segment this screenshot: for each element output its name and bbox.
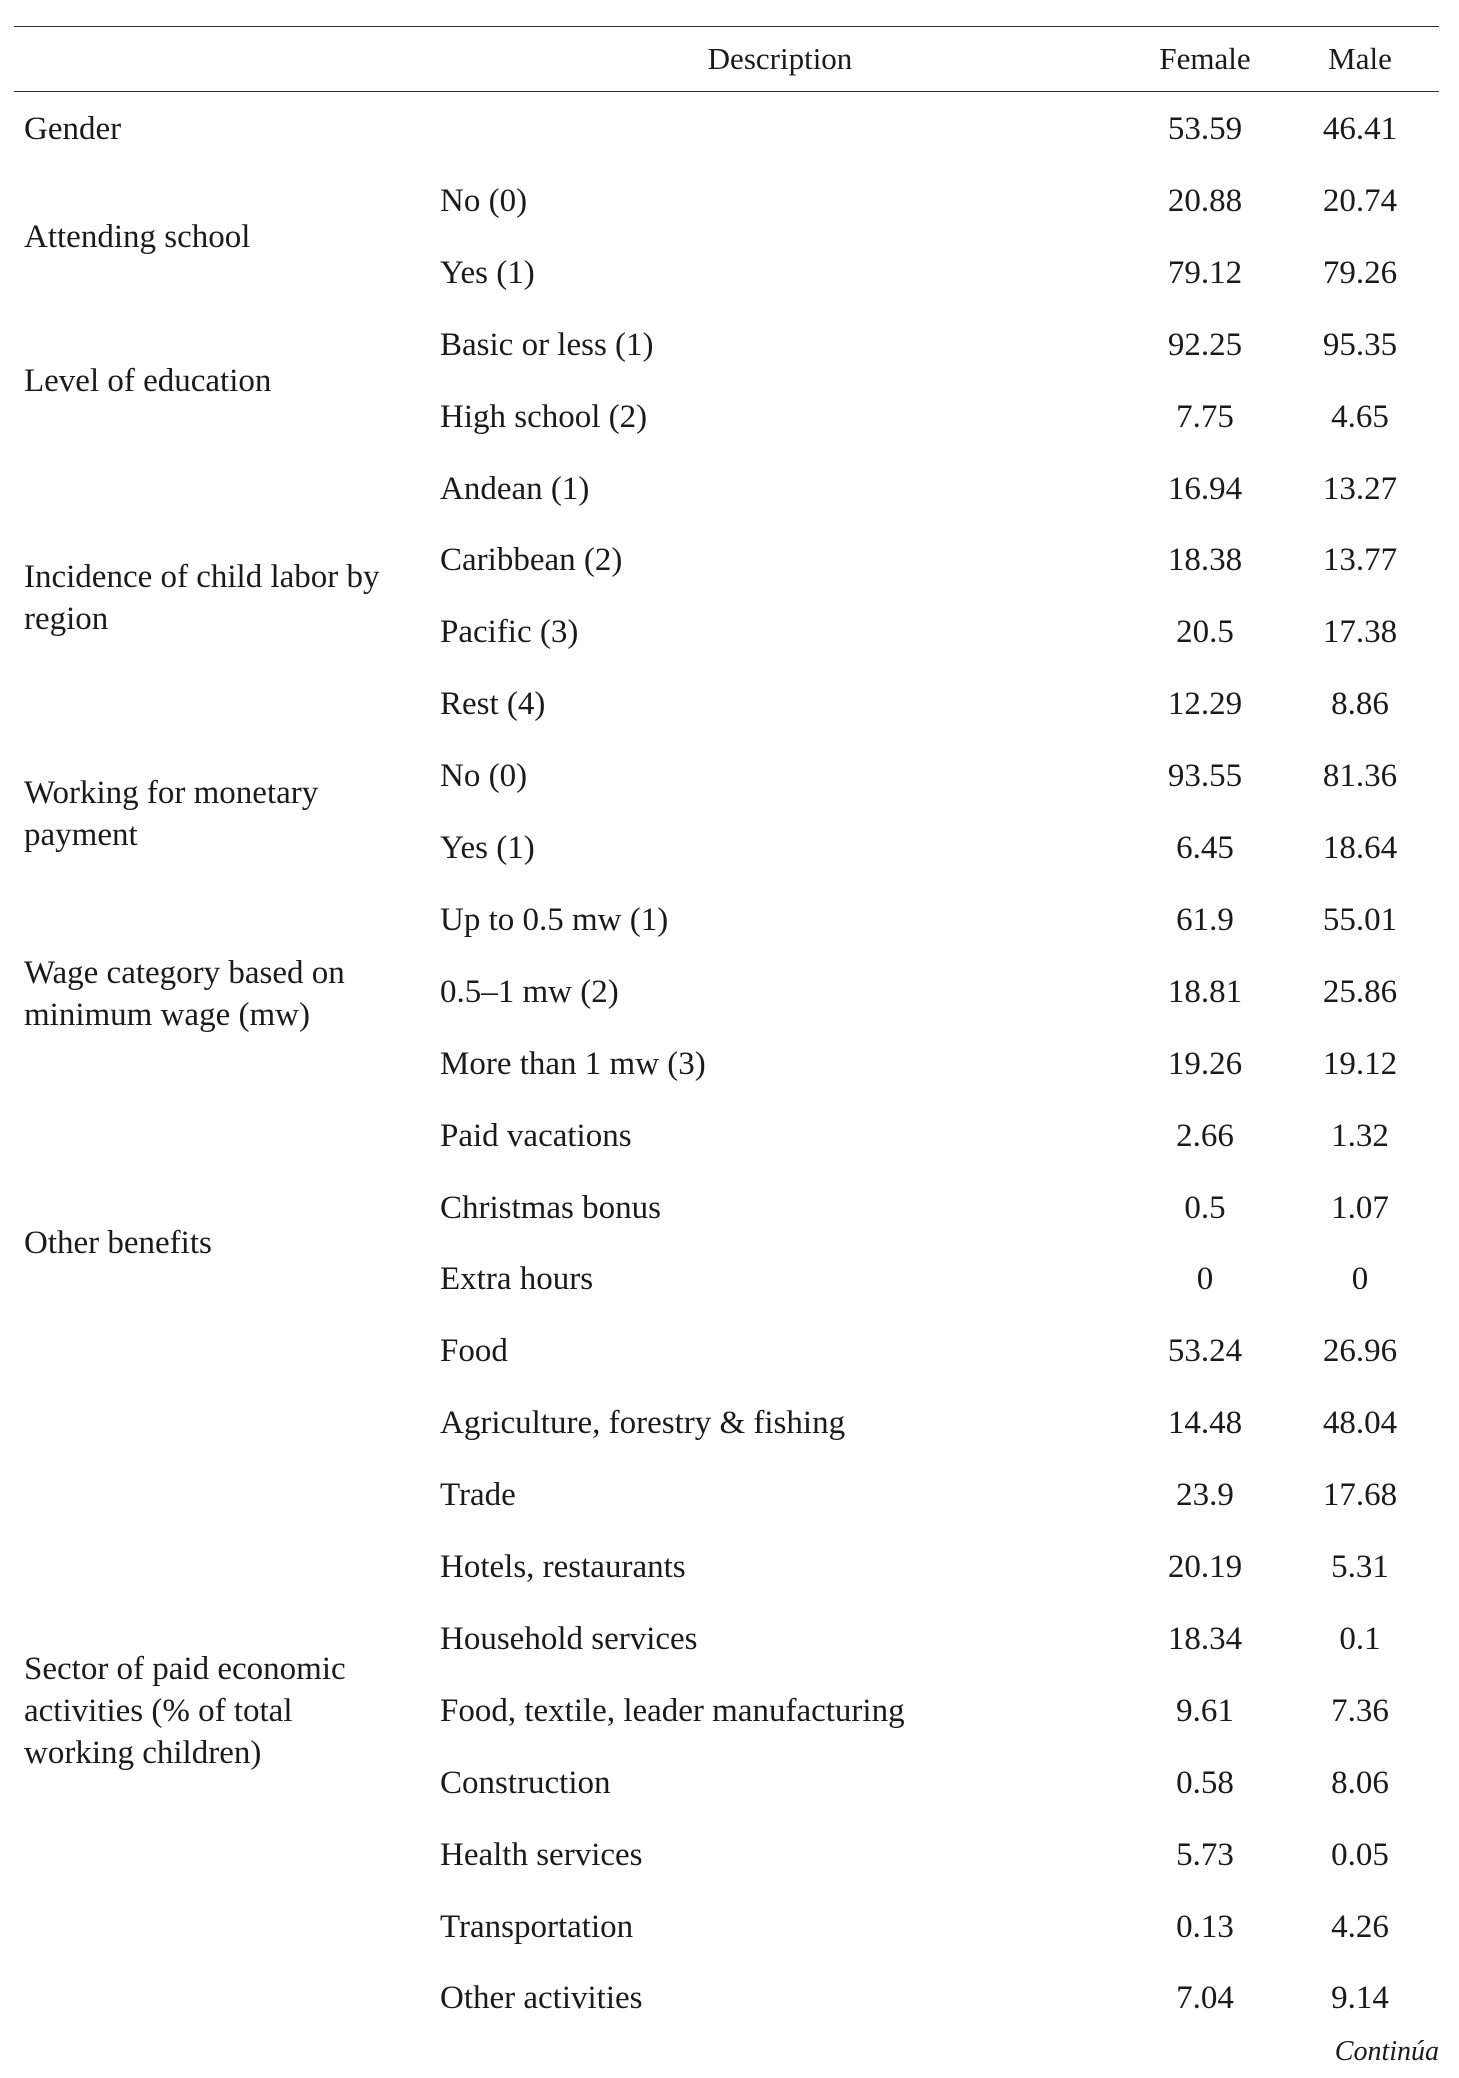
table-top-rule — [14, 26, 1439, 27]
row-male-value: 1.32 — [1331, 1118, 1389, 1154]
row-male-value: 81.36 — [1322, 758, 1398, 794]
row-female-value: 5.73 — [1176, 1837, 1234, 1873]
row-female-value: 0.13 — [1176, 1909, 1234, 1945]
row-male-value: 17.68 — [1322, 1477, 1398, 1513]
row-female-value: 18.38 — [1167, 542, 1243, 578]
row-female-value: 0 — [1196, 1261, 1214, 1297]
row-female-value: 92.25 — [1167, 327, 1243, 363]
row-male-value: 1.07 — [1331, 1190, 1389, 1226]
category-sector: Sector of paid economic activities (% of total working children) — [24, 1651, 346, 1771]
row-male-value: 0 — [1351, 1261, 1369, 1297]
row-male-value: 46.41 — [1322, 111, 1398, 147]
row-female-value: 18.81 — [1167, 974, 1243, 1010]
header-female: Female — [1159, 41, 1251, 76]
row-male-value: 25.86 — [1322, 974, 1398, 1010]
row-description: Construction — [440, 1765, 611, 1801]
row-male-value: 8.86 — [1331, 686, 1389, 722]
row-male-value: 9.14 — [1331, 1980, 1389, 2016]
row-female-value: 14.48 — [1167, 1405, 1243, 1441]
row-male-value: 0.1 — [1339, 1621, 1381, 1657]
row-description: Pacific (3) — [440, 614, 579, 650]
row-description: 0.5–1 mw (2) — [440, 974, 619, 1010]
row-female-value: 0.5 — [1184, 1190, 1226, 1226]
row-female-value: 93.55 — [1167, 758, 1243, 794]
row-female-value: 18.34 — [1167, 1621, 1243, 1657]
row-description: Caribbean (2) — [440, 542, 623, 578]
category-monetary-payment: Working for monetary payment — [24, 775, 319, 853]
row-description: Agriculture, forestry & fishing — [440, 1405, 846, 1441]
category-wage-category: Wage category based on minimum wage (mw) — [24, 955, 345, 1033]
row-description: Household services — [440, 1621, 698, 1657]
row-description: No (0) — [440, 183, 528, 219]
row-female-value: 20.19 — [1167, 1549, 1243, 1585]
row-female-value: 61.9 — [1176, 902, 1234, 938]
row-male-value: 4.26 — [1331, 1909, 1389, 1945]
table-header-rule — [14, 91, 1439, 92]
row-male-value: 95.35 — [1322, 327, 1398, 363]
row-female-value: 2.66 — [1176, 1118, 1234, 1154]
category-child-labor-region: Incidence of child labor by region — [24, 559, 380, 637]
row-female-value: 7.04 — [1176, 1980, 1234, 2016]
row-description: Rest (4) — [440, 686, 546, 722]
row-description: Christmas bonus — [440, 1190, 661, 1226]
category-attending-school: Attending school — [24, 219, 251, 255]
row-male-value: 4.65 — [1331, 399, 1389, 435]
row-male-value: 19.12 — [1322, 1046, 1398, 1082]
row-description: Hotels, restaurants — [440, 1549, 686, 1585]
row-female-value: 20.5 — [1176, 614, 1234, 650]
row-male-value: 8.06 — [1331, 1765, 1389, 1801]
row-description: High school (2) — [440, 399, 648, 435]
row-female-value: 12.29 — [1167, 686, 1243, 722]
row-male-value: 13.77 — [1322, 542, 1398, 578]
row-male-value: 26.96 — [1322, 1333, 1398, 1369]
row-female-value: 20.88 — [1167, 183, 1243, 219]
row-description: Up to 0.5 mw (1) — [440, 902, 669, 938]
header-description: Description — [707, 41, 853, 76]
row-description: Yes (1) — [440, 255, 535, 291]
row-description: Yes (1) — [440, 830, 535, 866]
category-gender: Gender — [24, 111, 122, 147]
row-description: Health services — [440, 1837, 643, 1873]
category-level-of-education: Level of education — [24, 363, 272, 399]
row-female-value: 16.94 — [1167, 471, 1243, 507]
row-male-value: 18.64 — [1322, 830, 1398, 866]
row-female-value: 6.45 — [1176, 830, 1234, 866]
row-description: Extra hours — [440, 1261, 594, 1297]
row-description: Other activities — [440, 1980, 643, 2016]
row-description: Transportation — [440, 1909, 634, 1945]
row-female-value: 79.12 — [1167, 255, 1243, 291]
row-female-value: 53.24 — [1167, 1333, 1243, 1369]
row-description: No (0) — [440, 758, 528, 794]
row-female-value: 19.26 — [1167, 1046, 1243, 1082]
row-description: Andean (1) — [440, 471, 590, 507]
header-male: Male — [1328, 41, 1392, 76]
row-description: Paid vacations — [440, 1118, 632, 1154]
row-description: Food, textile, leader manufacturing — [440, 1693, 905, 1729]
row-description: More than 1 mw (3) — [440, 1046, 706, 1082]
row-description: Food — [440, 1333, 508, 1369]
row-female-value: 0.58 — [1176, 1765, 1234, 1801]
row-male-value: 13.27 — [1322, 471, 1398, 507]
row-male-value: 0.05 — [1331, 1837, 1389, 1873]
row-description: Basic or less (1) — [440, 327, 654, 363]
row-male-value: 7.36 — [1331, 1693, 1389, 1729]
row-male-value: 79.26 — [1322, 255, 1398, 291]
row-description: Trade — [440, 1477, 516, 1513]
row-male-value: 48.04 — [1322, 1405, 1398, 1441]
row-male-value: 55.01 — [1322, 902, 1398, 938]
row-female-value: 9.61 — [1176, 1693, 1234, 1729]
row-female-value: 23.9 — [1176, 1477, 1234, 1513]
row-female-value: 53.59 — [1167, 111, 1243, 147]
row-male-value: 20.74 — [1322, 183, 1398, 219]
continued-note: Continúa — [1334, 2036, 1439, 2067]
row-female-value: 7.75 — [1176, 399, 1234, 435]
category-other-benefits: Other benefits — [24, 1225, 212, 1261]
row-male-value: 17.38 — [1322, 614, 1398, 650]
row-male-value: 5.31 — [1331, 1549, 1389, 1585]
